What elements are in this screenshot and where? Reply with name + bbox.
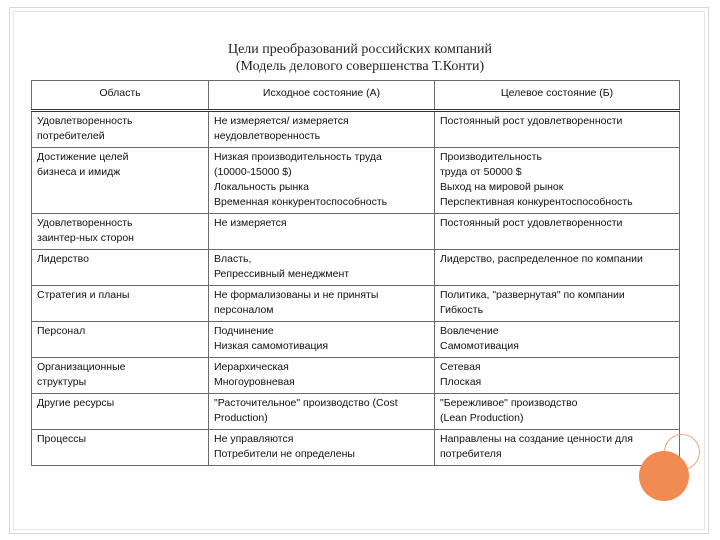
slide-title: Цели преобразований российских компаний	[227, 42, 493, 57]
cell-target	[435, 430, 680, 466]
cell-initial	[209, 148, 435, 214]
cell-line: Репрессивный менеджмент	[214, 268, 350, 280]
cell-line: неудовлетворенность	[214, 130, 321, 142]
cell-line: Потребители не определены	[214, 448, 355, 460]
cell-line: персоналом	[214, 304, 274, 316]
cell-line: Лидерство, распределенное по компании	[440, 253, 643, 265]
cell-area	[32, 148, 209, 214]
cell-target	[435, 214, 680, 250]
cell-target	[435, 111, 680, 148]
cell-initial	[209, 214, 435, 250]
table-row	[32, 286, 680, 322]
slide-subtitle: (Модель делового совершенства Т.Конти)	[235, 59, 485, 74]
cell-area	[32, 214, 209, 250]
cell-line: "Расточительное" производство (Cost	[214, 397, 398, 409]
cell-area	[32, 250, 209, 286]
table-row	[32, 250, 680, 286]
cell-line: Производительность	[440, 151, 542, 163]
header-area: Область	[32, 81, 209, 111]
cell-line: Персонал	[37, 325, 86, 337]
cell-line: бизнеса и имидж	[37, 166, 121, 178]
cell-initial	[209, 111, 435, 148]
cell-line: Многоуровневая	[214, 376, 295, 388]
cell-initial	[209, 322, 435, 358]
cell-line: Удовлетворенность	[37, 217, 133, 229]
table-header-row	[32, 81, 680, 111]
cell-target	[435, 250, 680, 286]
cell-line: Самомотивация	[440, 340, 519, 352]
cell-area	[32, 286, 209, 322]
cell-line: "Бережливое" производство	[440, 397, 578, 409]
decorative-circle	[639, 451, 689, 501]
cell-line: Не управляются	[214, 433, 294, 445]
cell-line: Плоская	[440, 376, 482, 388]
cell-line: Локальность рынка	[214, 181, 309, 193]
cell-area	[32, 111, 209, 148]
cell-line: структуры	[37, 376, 87, 388]
table-row	[32, 214, 680, 250]
header-initial-state: Исходное состояние (А)	[209, 81, 435, 111]
cell-target	[435, 148, 680, 214]
cell-line: Подчинение	[214, 325, 274, 337]
cell-line: Не измеряется/ измеряется	[214, 115, 349, 127]
cell-initial	[209, 250, 435, 286]
table-row	[32, 148, 680, 214]
table-row	[32, 111, 680, 148]
header-target-state: Целевое состояние (Б)	[435, 81, 680, 111]
cell-line: потребителей	[37, 130, 105, 142]
cell-line: Не измеряется	[214, 217, 287, 229]
cell-line: Вовлечение	[440, 325, 499, 337]
cell-line: Иерархическая	[214, 361, 289, 373]
cell-target	[435, 394, 680, 430]
cell-line: Низкая производительность труда	[214, 151, 382, 163]
cell-area	[32, 430, 209, 466]
cell-line: (Lean Production)	[440, 412, 524, 424]
table-row	[32, 322, 680, 358]
cell-line: Политика, "развернутая" по компании	[440, 289, 625, 301]
cell-line: Организационные	[37, 361, 126, 373]
cell-target	[435, 286, 680, 322]
cell-line: потребителя	[440, 448, 502, 460]
cell-line: Гибкость	[440, 304, 484, 316]
cell-line: Не формализованы и не приняты	[214, 289, 379, 301]
cell-area	[32, 394, 209, 430]
table-row	[32, 358, 680, 394]
cell-line: Процессы	[37, 433, 87, 445]
cell-line: Временная конкурентоспособность	[214, 196, 388, 208]
model-table	[31, 80, 680, 466]
cell-initial	[209, 430, 435, 466]
cell-line: заинтер-ных сторон	[37, 232, 134, 244]
cell-line: Стратегия и планы	[37, 289, 130, 301]
cell-line: Низкая самомотивация	[214, 340, 329, 352]
cell-initial	[209, 286, 435, 322]
cell-line: (10000-15000 $)	[214, 166, 292, 178]
table-row	[32, 430, 680, 466]
cell-line: Лидерство	[37, 253, 89, 265]
cell-area	[32, 358, 209, 394]
cell-line: Постоянный рост удовлетворенности	[440, 217, 623, 229]
cell-line: Удовлетворенность	[37, 115, 133, 127]
cell-line: Сетевая	[440, 361, 481, 373]
cell-line: Перспективная конкурентоспособность	[440, 196, 633, 208]
cell-area	[32, 322, 209, 358]
cell-target	[435, 358, 680, 394]
table-row	[32, 394, 680, 430]
cell-target	[435, 322, 680, 358]
cell-line: Постоянный рост удовлетворенности	[440, 115, 623, 127]
cell-line: Достижение целей	[37, 151, 129, 163]
cell-line: Власть,	[214, 253, 252, 265]
cell-line: труда от 50000 $	[440, 166, 522, 178]
cell-line: Production)	[214, 412, 268, 424]
cell-line: Другие ресурсы	[37, 397, 115, 409]
cell-initial	[209, 358, 435, 394]
cell-initial	[209, 394, 435, 430]
cell-line: Направлены на создание ценности для	[440, 433, 633, 445]
cell-line: Выход на мировой рынок	[440, 181, 564, 193]
